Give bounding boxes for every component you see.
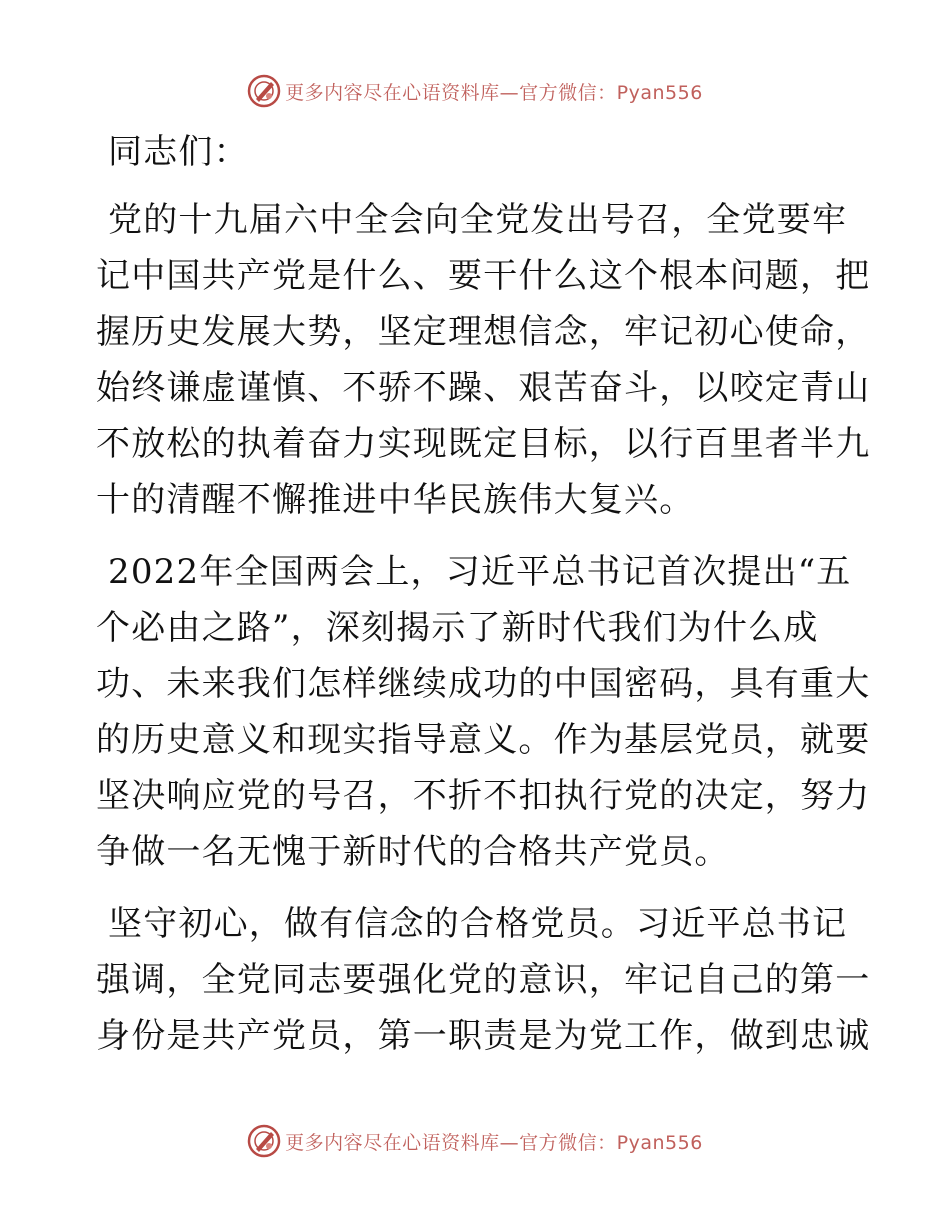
text-line: 强调，全党同志要强化党的意识，牢记自己的第一 <box>96 960 871 1000</box>
text-line: 个必由之路”，深刻揭示了新时代我们为什么成 <box>96 608 819 648</box>
text-line: 记中国共产党是什么、要干什么这个根本问题，把 <box>96 256 871 296</box>
salutation: 同志们： <box>108 132 249 172</box>
text-line: 坚守初心，做有信念的合格党员。习近平总书记 <box>108 904 848 944</box>
text-line: 党的十九届六中全会向全党发出号召，全党要牢 <box>108 200 848 240</box>
document-body <box>96 124 871 1080</box>
text-line: 握历史发展大势，坚定理想信念，牢记初心使命， <box>96 312 871 352</box>
logo-icon <box>247 74 281 108</box>
text-line: 2022年全国两会上，习近平总书记首次提出“五 <box>108 552 852 592</box>
footer-banner-text: 更多内容尽在心语资料库—官方微信：Pyan556 <box>285 1131 703 1154</box>
text-line: 的历史意义和现实指导意义。作为基层党员，就要 <box>96 720 871 760</box>
paragraph <box>96 896 871 1064</box>
text-line: 坚决响应党的号召，不折不扣执行党的决定，努力 <box>96 776 871 816</box>
text-line: 争做一名无愧于新时代的合格共产党员。 <box>96 832 730 872</box>
text-line: 身份是共产党员，第一职责是为党工作，做到忠诚 <box>96 1016 871 1056</box>
footer-banner <box>0 1121 950 1161</box>
text-line: 不放松的执着奋力实现既定目标，以行百里者半九 <box>96 424 871 464</box>
text-line: 功、未来我们怎样继续成功的中国密码，具有重大 <box>96 664 871 704</box>
paragraph <box>96 544 871 880</box>
header-banner <box>0 71 950 111</box>
paragraph <box>96 192 871 528</box>
text-line: 始终谦虚谨慎、不骄不躁、艰苦奋斗，以咬定青山 <box>96 368 871 408</box>
header-banner-text: 更多内容尽在心语资料库—官方微信：Pyan556 <box>285 81 703 104</box>
logo-icon <box>247 1124 281 1158</box>
text-line: 十的清醒不懈推进中华民族伟大复兴。 <box>96 480 695 520</box>
